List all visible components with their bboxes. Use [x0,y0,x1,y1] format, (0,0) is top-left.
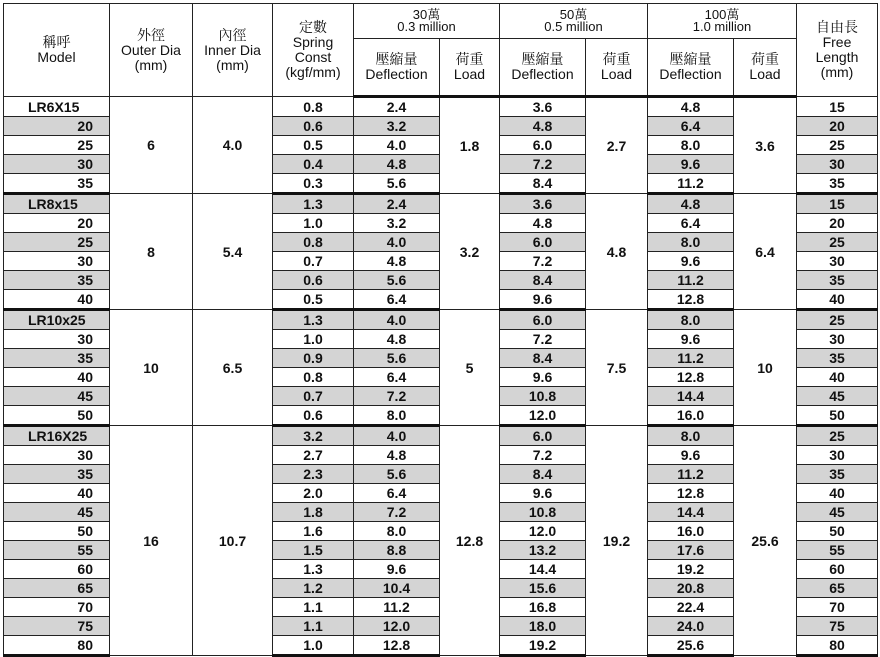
header-load-en: Load [453,66,486,82]
deflection-100-cell: 9.6 [648,252,734,271]
deflection-50-cell: 6.0 [500,136,586,155]
deflection-30-cell: 12.0 [354,617,440,636]
deflection-100-cell: 25.6 [648,636,734,656]
deflection-30-cell: 4.8 [354,155,440,174]
deflection-50-cell: 8.4 [500,271,586,290]
load-100-cell: 25.6 [734,426,797,656]
deflection-100-cell: 9.6 [648,330,734,349]
header-free-length-en1: Free [822,34,852,50]
deflection-100-cell: 4.8 [648,97,734,117]
model-cell: 30 [4,252,110,271]
header-model-en: Model [37,49,76,65]
deflection-100-cell: 12.8 [648,290,734,310]
model-cell: 50 [4,522,110,541]
deflection-30-cell: 4.0 [354,233,440,252]
free-length-cell: 75 [797,617,878,636]
deflection-50-cell: 10.8 [500,503,586,522]
deflection-100-cell: 4.8 [648,194,734,214]
load-50-cell: 4.8 [586,194,648,310]
model-cell: LR8x15 [4,194,110,214]
model-cell: 35 [4,349,110,368]
load-100-cell: 6.4 [734,194,797,310]
deflection-30-cell: 8.8 [354,541,440,560]
deflection-30-cell: 6.4 [354,368,440,387]
free-length-cell: 40 [797,368,878,387]
header-outer-dia-zh: 外徑 [137,26,165,43]
deflection-50-cell: 4.8 [500,117,586,136]
free-length-cell: 45 [797,503,878,522]
deflection-50-cell: 3.6 [500,194,586,214]
spring-const-cell: 0.8 [273,97,354,117]
header-life-30-zh: 30萬 [412,7,441,22]
free-length-cell: 30 [797,252,878,271]
inner-dia-cell: 10.7 [193,426,273,656]
header-life-30-en: 0.3 million [397,19,456,34]
load-50-cell: 2.7 [586,97,648,194]
free-length-cell: 45 [797,387,878,406]
deflection-100-cell: 20.8 [648,579,734,598]
free-length-cell: 25 [797,426,878,446]
spring-const-cell: 1.1 [273,598,354,617]
free-length-cell: 35 [797,349,878,368]
spring-const-cell: 0.6 [273,271,354,290]
deflection-100-cell: 14.4 [648,503,734,522]
spring-const-cell: 1.3 [273,194,354,214]
spring-const-cell: 0.8 [273,368,354,387]
deflection-50-cell: 7.2 [500,446,586,465]
model-cell: 55 [4,541,110,560]
deflection-30-cell: 9.6 [354,560,440,579]
model-cell: LR16X25 [4,426,110,446]
deflection-100-cell: 9.6 [648,155,734,174]
header-deflection-zh: 壓縮量 [521,51,564,67]
spring-const-cell: 1.5 [273,541,354,560]
free-length-cell: 40 [797,290,878,310]
deflection-50-cell: 16.8 [500,598,586,617]
header-life-50 [500,4,648,39]
outer-dia-cell: 16 [110,426,193,656]
deflection-50-cell: 12.0 [500,522,586,541]
deflection-100-cell: 17.6 [648,541,734,560]
header-spring-const [273,4,354,97]
deflection-100-cell: 6.4 [648,214,734,233]
deflection-30-cell: 7.2 [354,503,440,522]
model-cell: 40 [4,368,110,387]
model-cell: LR6X15 [4,97,110,117]
load-50-cell: 7.5 [586,310,648,426]
deflection-100-cell: 16.0 [648,522,734,541]
spring-const-cell: 1.2 [273,579,354,598]
deflection-50-cell: 18.0 [500,617,586,636]
model-cell: 40 [4,484,110,503]
deflection-100-cell: 6.4 [648,117,734,136]
free-length-cell: 20 [797,117,878,136]
load-100-cell: 3.6 [734,97,797,194]
spring-const-cell: 1.1 [273,617,354,636]
header-life-30 [354,4,500,39]
deflection-100-cell: 11.2 [648,271,734,290]
model-cell: 20 [4,214,110,233]
model-cell: 35 [4,465,110,484]
model-cell: 40 [4,290,110,310]
header-deflection-en: Deflection [511,66,574,82]
deflection-30-cell: 3.2 [354,214,440,233]
deflection-50-cell: 19.2 [500,636,586,656]
spring-const-cell: 0.8 [273,233,354,252]
deflection-50-cell: 9.6 [500,484,586,503]
deflection-100-cell: 24.0 [648,617,734,636]
model-cell: 45 [4,503,110,522]
outer-dia-cell: 10 [110,310,193,426]
model-cell: 25 [4,136,110,155]
spring-const-cell: 0.5 [273,136,354,155]
load-30-cell: 12.8 [440,426,500,656]
header-deflection-en: Deflection [659,66,722,82]
model-cell: 20 [4,117,110,136]
header-life-50-en: 0.5 million [544,19,603,34]
free-length-cell: 20 [797,214,878,233]
free-length-cell: 70 [797,598,878,617]
outer-dia-cell: 8 [110,194,193,310]
spring-const-cell: 2.7 [273,446,354,465]
free-length-cell: 65 [797,579,878,598]
deflection-50-cell: 7.2 [500,155,586,174]
deflection-100-cell: 19.2 [648,560,734,579]
inner-dia-cell: 4.0 [193,97,273,194]
deflection-30-cell: 5.6 [354,349,440,368]
deflection-50-cell: 12.0 [500,406,586,426]
deflection-30-cell: 7.2 [354,387,440,406]
deflection-30-cell: 4.0 [354,310,440,330]
model-cell: 75 [4,617,110,636]
spring-spec-table [3,3,878,657]
spring-const-cell: 1.8 [273,503,354,522]
deflection-50-cell: 3.6 [500,97,586,117]
header-load-100 [734,39,797,97]
header-load-zh: 荷重 [602,51,631,67]
deflection-100-cell: 12.8 [648,368,734,387]
header-inner-dia-en: Inner Dia [204,41,261,58]
header-inner-dia-zh: 內徑 [218,26,247,43]
header-life-100-en: 1.0 million [692,19,752,34]
deflection-30-cell: 5.6 [354,174,440,194]
deflection-30-cell: 2.4 [354,97,440,117]
header-spring-const-en2: Const [294,49,332,65]
free-length-cell: 25 [797,233,878,252]
table-header [4,4,878,97]
load-30-cell: 5 [440,310,500,426]
model-cell: 65 [4,579,110,598]
header-deflection-zh: 壓縮量 [375,51,418,67]
spring-const-cell: 0.4 [273,155,354,174]
header-load-30 [440,39,500,97]
free-length-cell: 30 [797,330,878,349]
free-length-cell: 35 [797,465,878,484]
header-inner-dia-unit: (mm) [216,56,249,73]
load-30-cell: 3.2 [440,194,500,310]
spring-const-cell: 0.6 [273,406,354,426]
free-length-cell: 30 [797,446,878,465]
deflection-50-cell: 7.2 [500,252,586,271]
header-model-zh: 稱呼 [42,34,71,50]
header-life-100-zh: 100萬 [704,7,740,22]
deflection-50-cell: 9.6 [500,368,586,387]
header-life-50-zh: 50萬 [559,7,588,22]
deflection-50-cell: 8.4 [500,349,586,368]
free-length-cell: 60 [797,560,878,579]
deflection-50-cell: 8.4 [500,465,586,484]
deflection-100-cell: 14.4 [648,387,734,406]
deflection-30-cell: 11.2 [354,598,440,617]
free-length-cell: 35 [797,271,878,290]
spring-const-cell: 0.9 [273,349,354,368]
load-30-cell: 1.8 [440,97,500,194]
header-load-en: Load [749,66,781,82]
table-row [4,310,878,330]
deflection-50-cell: 6.0 [500,426,586,446]
deflection-100-cell: 9.6 [648,446,734,465]
header-outer-dia-en: Outer Dia [121,41,181,58]
model-cell: 60 [4,560,110,579]
deflection-50-cell: 14.4 [500,560,586,579]
header-free-length-zh: 自由長 [816,19,858,35]
header-free-length-unit: (mm) [820,64,854,80]
deflection-50-cell: 15.6 [500,579,586,598]
header-load-en: Load [600,66,633,82]
deflection-50-cell: 4.8 [500,214,586,233]
spring-const-cell: 0.6 [273,117,354,136]
header-spring-const-en1: Spring [292,34,334,50]
model-cell: 50 [4,406,110,426]
header-deflection-50 [500,39,586,97]
header-inner-dia [193,4,273,97]
table-body [4,97,878,656]
deflection-30-cell: 6.4 [354,290,440,310]
model-cell: 25 [4,233,110,252]
model-cell: 45 [4,387,110,406]
model-cell: LR10x25 [4,310,110,330]
model-cell: 35 [4,174,110,194]
free-length-cell: 55 [797,541,878,560]
deflection-50-cell: 7.2 [500,330,586,349]
spring-const-cell: 1.3 [273,560,354,579]
inner-dia-cell: 6.5 [193,310,273,426]
free-length-cell: 15 [797,194,878,214]
free-length-cell: 80 [797,636,878,656]
deflection-100-cell: 8.0 [648,136,734,155]
deflection-100-cell: 8.0 [648,233,734,252]
deflection-30-cell: 5.6 [354,465,440,484]
deflection-30-cell: 8.0 [354,406,440,426]
deflection-30-cell: 4.8 [354,252,440,271]
header-deflection-zh: 壓縮量 [669,51,712,67]
spring-spec-table-wrapper [3,3,878,657]
table-row [4,426,878,446]
header-deflection-100 [648,39,734,97]
header-free-length-en2: Length [815,49,859,65]
deflection-100-cell: 22.4 [648,598,734,617]
deflection-100-cell: 16.0 [648,406,734,426]
spring-const-cell: 0.3 [273,174,354,194]
load-100-cell: 10 [734,310,797,426]
header-spring-const-unit: (kgf/mm) [285,64,341,80]
spring-const-cell: 0.7 [273,387,354,406]
deflection-100-cell: 8.0 [648,426,734,446]
deflection-30-cell: 2.4 [354,194,440,214]
deflection-50-cell: 6.0 [500,233,586,252]
table-row [4,97,878,117]
spring-const-cell: 1.0 [273,214,354,233]
free-length-cell: 35 [797,174,878,194]
free-length-cell: 25 [797,310,878,330]
free-length-cell: 40 [797,484,878,503]
free-length-cell: 50 [797,522,878,541]
deflection-30-cell: 4.0 [354,426,440,446]
deflection-30-cell: 10.4 [354,579,440,598]
spring-const-cell: 0.5 [273,290,354,310]
inner-dia-cell: 5.4 [193,194,273,310]
deflection-50-cell: 6.0 [500,310,586,330]
table-row [4,194,878,214]
free-length-cell: 25 [797,136,878,155]
deflection-30-cell: 4.8 [354,330,440,349]
spring-const-cell: 1.0 [273,330,354,349]
deflection-50-cell: 13.2 [500,541,586,560]
spring-const-cell: 2.0 [273,484,354,503]
spring-const-cell: 1.0 [273,636,354,656]
deflection-30-cell: 4.0 [354,136,440,155]
model-cell: 30 [4,155,110,174]
header-load-zh: 荷重 [455,51,484,67]
header-outer-dia [110,4,193,97]
header-free-length [797,4,878,97]
spring-const-cell: 1.6 [273,522,354,541]
deflection-30-cell: 8.0 [354,522,440,541]
deflection-100-cell: 8.0 [648,310,734,330]
deflection-30-cell: 12.8 [354,636,440,656]
load-50-cell: 19.2 [586,426,648,656]
deflection-100-cell: 11.2 [648,349,734,368]
deflection-30-cell: 4.8 [354,446,440,465]
deflection-100-cell: 11.2 [648,465,734,484]
deflection-30-cell: 6.4 [354,484,440,503]
header-spring-const-zh: 定數 [299,19,327,35]
deflection-50-cell: 9.6 [500,290,586,310]
deflection-50-cell: 8.4 [500,174,586,194]
spring-const-cell: 1.3 [273,310,354,330]
model-cell: 35 [4,271,110,290]
header-load-50 [586,39,648,97]
spring-const-cell: 3.2 [273,426,354,446]
model-cell: 80 [4,636,110,656]
free-length-cell: 15 [797,97,878,117]
header-life-100 [648,4,797,39]
model-cell: 70 [4,598,110,617]
deflection-30-cell: 5.6 [354,271,440,290]
spring-const-cell: 2.3 [273,465,354,484]
header-deflection-30 [354,39,440,97]
model-cell: 30 [4,446,110,465]
deflection-30-cell: 3.2 [354,117,440,136]
header-outer-dia-unit: (mm) [134,56,168,73]
deflection-100-cell: 11.2 [648,174,734,194]
model-cell: 30 [4,330,110,349]
deflection-100-cell: 12.8 [648,484,734,503]
spring-const-cell: 0.7 [273,252,354,271]
free-length-cell: 30 [797,155,878,174]
deflection-50-cell: 10.8 [500,387,586,406]
outer-dia-cell: 6 [110,97,193,194]
header-deflection-en: Deflection [365,66,428,82]
header-load-zh: 荷重 [751,51,779,67]
free-length-cell: 50 [797,406,878,426]
header-model [4,4,110,97]
